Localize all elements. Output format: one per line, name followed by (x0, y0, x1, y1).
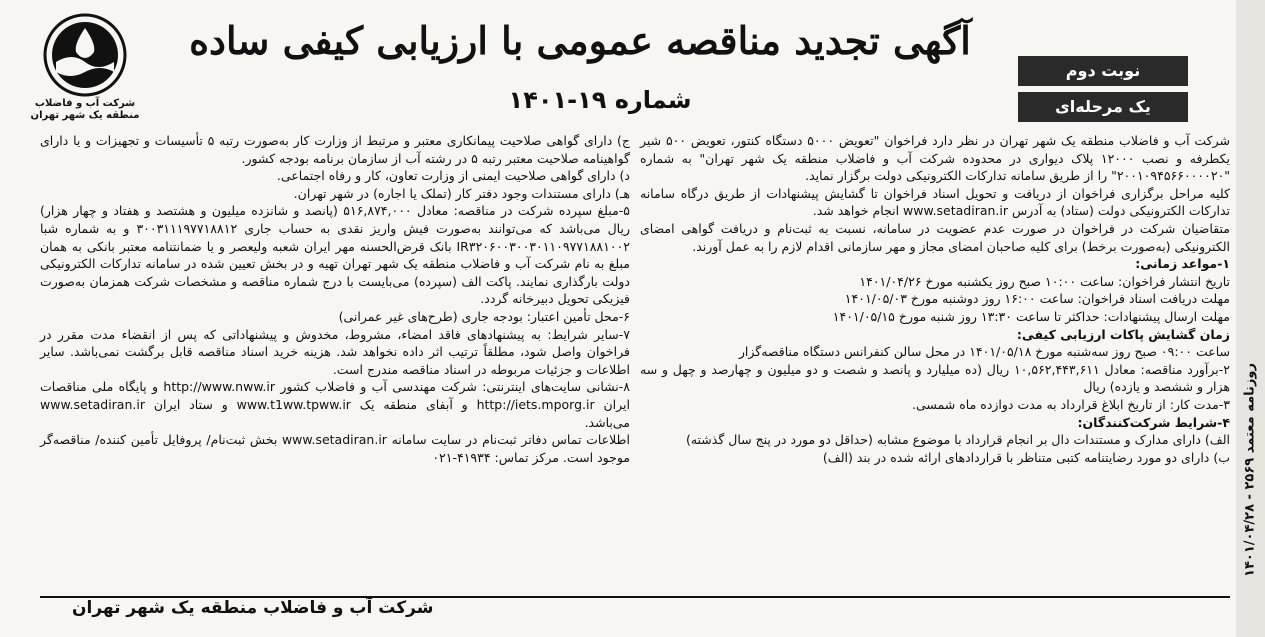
right-column-paragraph: ساعت ۰۹:۰۰ صبح روز سه‌شنبه مورخ ۱۴۰۱/۰۵/۱۸ در محل سالن کنفرانس دستگاه مناقصه‌گزار (738, 344, 1230, 360)
right-column-paragraph: تاریخ انتشار فراخوان: ساعت ۱۰:۰۰ صبح روز یکشنبه مورخ ۱۴۰۱/۰۴/۲۶ (859, 273, 1230, 289)
right-column-paragraph: متقاضیان شرکت در فراخوان در صورت عدم عضویت در سامانه، نسبت به ثبت‌نام و دریافت گواهی امضای الکترونیکی (به‌صورت برخط) برای کلیه صاحبان امضای مجاز و مهر سازمانی اقدام لازم را به عمل آورند. (640, 220, 1230, 254)
left-column-paragraph: د) دارای گواهی صلاحیت ایمنی از وزارت تعاون، کار و رفاه اجتماعی. (276, 168, 630, 184)
right-column-paragraph: مهلت ارسال پیشنهادات: حداکثر تا ساعت ۱۳:۳۰ روز شنبه مورخ ۱۴۰۱/۰۵/۱۵ (832, 308, 1230, 324)
right-column-paragraph: زمان گشایش پاکات ارزیابی کیفی: (1016, 326, 1230, 342)
footer (40, 596, 1230, 622)
right-column-paragraph: شرکت آب و فاضلاب منطقه یک شهر تهران در نظر دارد فراخوان "تعویض ۵۰۰۰ دستگاه کنتور، تعویض ۵۰۰ شیر یکطرفه و نصب ۱۲۰۰۰ پلاک دیواری در محدوده شرکت آب و فاضلاب منطقه یک شهر تهران" به شماره "۲۰۰۱۰۹۴۵۶۶۰۰۰۰۲۰" را از طریق سامانه تدارکات الکترونیکی دولت برگزار نماید. (640, 133, 1230, 184)
page-title: آگهی تجدید مناقصه عمومی با ارزیابی کیفی ساده (189, 18, 971, 63)
tender-number: شماره ۱۹-۱۴۰۱ (508, 86, 692, 114)
right-column-paragraph: مهلت دریافت اسناد فراخوان: ساعت ۱۶:۰۰ روز دوشنبه مورخ ۱۴۰۱/۰۵/۰۳ (844, 291, 1230, 307)
company-logo (30, 12, 140, 130)
stage-badge: یک مرحله‌ای (1018, 92, 1188, 122)
right-column (640, 132, 1230, 466)
left-column-paragraph: ۸-نشانی سایت‌های اینترنتی: شرکت مهندسی آب و فاضلاب کشور http://www.nww.ir و پایگاه ملی مناقصات ایران http://iets.mporg.ir و آبفای منطقه یک www.t1ww.tpww.ir و ستاد ایران www.setadiran.ir می‌باشد. (40, 379, 630, 430)
left-column-paragraph: ۶-محل تأمین اعتبار: بودجه جاری (طرح‌های غیر عمرانی) (338, 308, 630, 324)
left-column (40, 132, 630, 466)
footer-company: شرکت آب و فاضلاب منطقه یک شهر تهران (64, 598, 441, 618)
round-badge: نوبت دوم (1018, 56, 1188, 86)
left-column-paragraph: ۷-سایر شرایط: به پیشنهادهای فاقد امضاء، مشروط، مخدوش و پیشنهاداتی که پس از انقضاء مدت مقرر در فراخوان واصل شود، مطلقاً ترتیب اثر داده نخواهد شد. هزینه خرید اسناد مناقصه قابل برگشت نمی‌باشد. سایر اطلاعات و جزئیات مربوطه در اسناد مناقصه مندرج است. (40, 326, 630, 377)
water-drop-logo-icon (42, 12, 128, 98)
right-column-paragraph: ب) دارای دو مورد رضایتنامه کتبی متناظر با قراردادهای ارائه شده در بند (الف) (822, 449, 1230, 465)
right-column-paragraph: ۱-مواعد زمانی: (1135, 256, 1230, 272)
right-column-paragraph: ۲-برآورد مناقصه: معادل ۱۰,۵۶۲,۴۴۳,۶۱۱ ریال (ده میلیارد و پانصد و شصت و دو میلیون و چهارصد و چهل و سه هزار و ششصد و یازده) ریال (640, 361, 1230, 395)
left-column-paragraph: ج) دارای گواهی صلاحیت پیمانکاری معتبر و مرتبط از وزارت کار به‌صورت رتبه ۵ تأسیسات و تجهیزات و یا دارای گواهینامه صلاحیت معتبر رتبه ۵ در رشته آب از سازمان برنامه بودجه کشور. (40, 133, 630, 166)
left-column-paragraph: هـ) دارای مستندات وجود دفتر کار (تملک یا اجاره) در شهر تهران. (293, 185, 630, 201)
logo-caption-2: منطقه یک شهر تهران (30, 110, 140, 121)
newspaper-side-label: روزنامه معتمد ۲۵۶۹ - ۱۴۰۱/۰۴/۲۸ (1242, 363, 1258, 577)
right-column-paragraph: ۴-شرایط شرکت‌کنندگان: (1077, 414, 1230, 430)
logo-caption-1: شرکت آب و فاضلاب (34, 98, 136, 109)
left-column-paragraph: اطلاعات تماس دفاتر ثبت‌نام در سایت سامانه www.setadiran.ir بخش ثبت‌نام/ پروفایل تأمین کننده/ مناقصه‌گر موجود است. مرکز تماس: ۴۱۹۳۴-۰۲۱ (40, 432, 630, 465)
left-column-paragraph: ۵-مبلغ سپرده شرکت در مناقصه: معادل ۵۱۶,۸۷۴,۰۰۰ (پانصد و شانزده میلیون و هشتصد و هفتاد و چهار هزار) ریال می‌باشد که می‌توانند به‌صورت فیش واریز نقدی به حساب جاری ۳۰۰۳۱۱۱۹۷۷۱۸۸۱۲ و به شماره شبا IR۳۲۰۶۰۰۳۰۰۳۰۱۱۰۹۷۷۱۸۸۱۰۰۲ بانک قرض‌الحسنه مهر ایران شعبه ولیعصر و یا ضمانتنامه معتبر بانکی به همان مبلغ به نام شرکت آب و فاضلاب منطقه یک شهر تهران تهیه و در بخش تعیین شده در سامانه تدارکات الکترونیکی دولت بارگذاری نمایند. پاکت الف (سپرده) می‌بایست با درج شماره مناقصه و مشخصات شرکت همزمان به‌صورت فیزیکی تحویل دبیرخانه گردد. (40, 203, 631, 307)
right-column-paragraph: الف) دارای مدارک و مستندات دال بر انجام قرارداد با موضوع مشابه (حداقل دو مورد در پنج سال گذشته) (685, 432, 1230, 448)
right-column-paragraph: کلیه مراحل برگزاری فراخوان از دریافت و تحویل اسناد فراخوان تا گشایش پیشنهادات از طریق درگاه سامانه تدارکات الکترونیکی دولت (ستاد) به آدرس www.setadiran.ir انجام خواهد شد. (640, 185, 1230, 219)
right-column-paragraph: ۳-مدت کار: از تاریخ ابلاغ قرارداد به مدت دوازده ماه شمسی. (912, 396, 1230, 412)
